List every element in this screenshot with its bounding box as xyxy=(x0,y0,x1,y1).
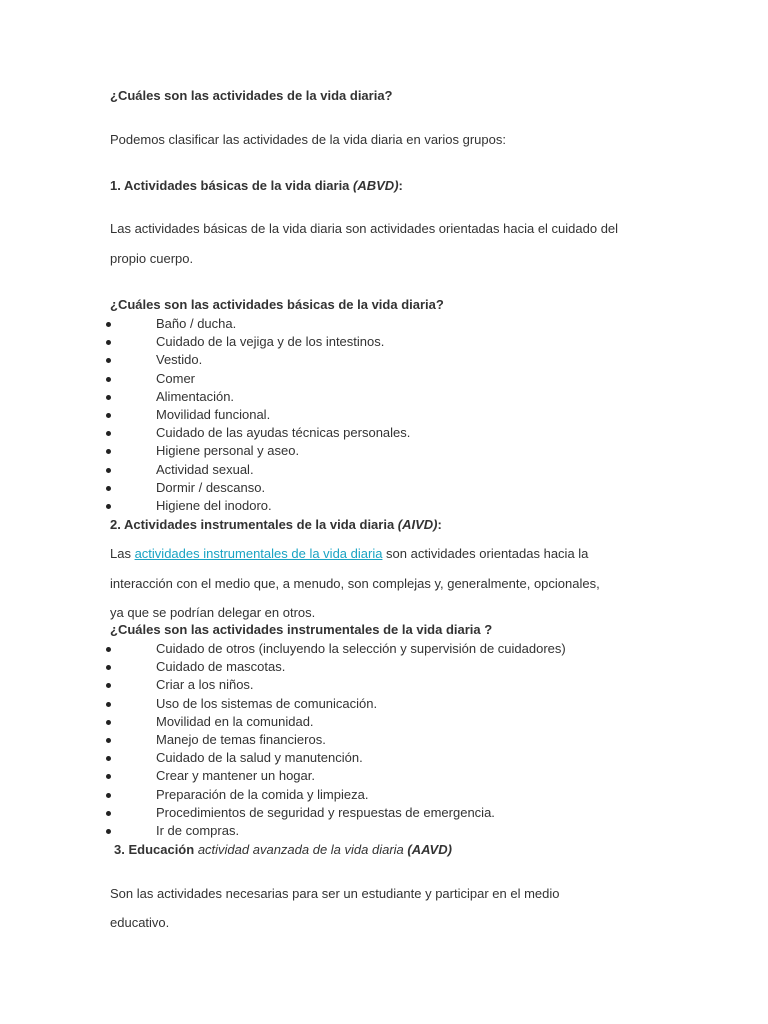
section-3-title: 3. Educación xyxy=(114,842,198,857)
paragraph-3-line-1: Son las actividades necesarias para ser un estudiante y participar en el medio xyxy=(110,886,560,901)
instrumental-activities-list xyxy=(0,640,768,840)
section-3-description: actividad avanzada de la vida diaria xyxy=(197,842,404,857)
list-item: Higiene del inodoro. xyxy=(0,497,768,515)
paragraph-3-line-2: educativo. xyxy=(110,915,170,930)
paragraph-2-prefix: Las xyxy=(110,546,135,561)
list-item: Cuidado de la salud y manutención. xyxy=(0,749,768,767)
bullet-icon xyxy=(106,322,111,327)
list-item: Alimentación. xyxy=(0,388,768,406)
intro-paragraph: Podemos clasificar las actividades de la vida diaria en varios grupos: xyxy=(110,132,506,147)
question-heading-2: ¿Cuáles son las actividades básicas de la vida diaria? xyxy=(110,297,444,312)
list-item: Criar a los niños. xyxy=(0,676,768,694)
list-item: Baño / ducha. xyxy=(0,315,768,333)
bullet-icon xyxy=(106,340,111,345)
paragraph-2-suffix: son actividades orientadas hacia la xyxy=(382,546,589,561)
bullet-icon xyxy=(106,702,111,707)
list-item: Uso de los sistemas de comunicación. xyxy=(0,695,768,713)
list-item: Actividad sexual. xyxy=(0,461,768,479)
list-item: Ir de compras. xyxy=(0,822,768,840)
bullet-icon xyxy=(106,738,111,743)
list-item: Cuidado de otros (incluyendo la selección y supervisión de cuidadores) xyxy=(0,640,768,658)
section-2-colon: : xyxy=(437,517,442,532)
list-item: Cuidado de mascotas. xyxy=(0,658,768,676)
bullet-icon xyxy=(106,486,111,491)
bullet-icon xyxy=(106,811,111,816)
section-heading-3 xyxy=(114,842,452,858)
paragraph-2-line-3: ya que se podrían delegar en otros. xyxy=(110,605,316,620)
list-item: Movilidad en la comunidad. xyxy=(0,713,768,731)
bullet-icon xyxy=(106,377,111,382)
bullet-icon xyxy=(106,449,111,454)
section-2-abbr: (AIVD) xyxy=(397,517,438,532)
section-heading-2 xyxy=(110,517,442,533)
bullet-icon xyxy=(106,720,111,725)
list-item: Manejo de temas financieros. xyxy=(0,731,768,749)
list-item: Cuidado de la vejiga y de los intestinos. xyxy=(0,333,768,351)
list-item: Movilidad funcional. xyxy=(0,406,768,424)
list-item: Higiene personal y aseo. xyxy=(0,442,768,460)
paragraph-2-line-2: interacción con el medio que, a menudo, son complejas y, generalmente, opcionales, xyxy=(110,576,600,591)
list-item: Comer xyxy=(0,370,768,388)
bullet-icon xyxy=(106,665,111,670)
instrumental-activities-link[interactable]: actividades instrumentales de la vida diaria xyxy=(134,546,383,561)
bullet-icon xyxy=(106,358,111,363)
bullet-icon xyxy=(106,413,111,418)
bullet-icon xyxy=(106,829,111,834)
bullet-icon xyxy=(106,395,111,400)
list-item: Cuidado de las ayudas técnicas personales. xyxy=(0,424,768,442)
basic-activities-list xyxy=(0,315,768,515)
section-3-abbr: (AAVD) xyxy=(407,842,452,857)
section-1-title: 1. Actividades básicas de la vida diaria xyxy=(110,178,354,193)
bullet-icon xyxy=(106,504,111,509)
list-item: Vestido. xyxy=(0,351,768,369)
list-item: Procedimientos de seguridad y respuestas de emergencia. xyxy=(0,804,768,822)
bullet-icon xyxy=(106,468,111,473)
question-heading-3: ¿Cuáles son las actividades instrumentales de la vida diaria ? xyxy=(110,622,493,637)
paragraph-2-line-1 xyxy=(110,546,588,562)
list-item: Crear y mantener un hogar. xyxy=(0,767,768,785)
section-heading-1 xyxy=(110,178,403,194)
bullet-icon xyxy=(106,756,111,761)
paragraph-1-line-1: Las actividades básicas de la vida diaria son actividades orientadas hacia el cuidado del xyxy=(110,221,619,236)
section-1-colon: : xyxy=(398,178,403,193)
bullet-icon xyxy=(106,647,111,652)
bullet-icon xyxy=(106,793,111,798)
section-2-title: 2. Actividades instrumentales de la vida diaria xyxy=(110,517,398,532)
list-item: Preparación de la comida y limpieza. xyxy=(0,786,768,804)
bullet-icon xyxy=(106,431,111,436)
section-1-abbr: (ABVD) xyxy=(353,178,399,193)
bullet-icon xyxy=(106,774,111,779)
paragraph-1-line-2: propio cuerpo. xyxy=(110,251,194,266)
bullet-icon xyxy=(106,683,111,688)
list-item: Dormir / descanso. xyxy=(0,479,768,497)
question-heading-1: ¿Cuáles son las actividades de la vida diaria? xyxy=(110,88,393,103)
